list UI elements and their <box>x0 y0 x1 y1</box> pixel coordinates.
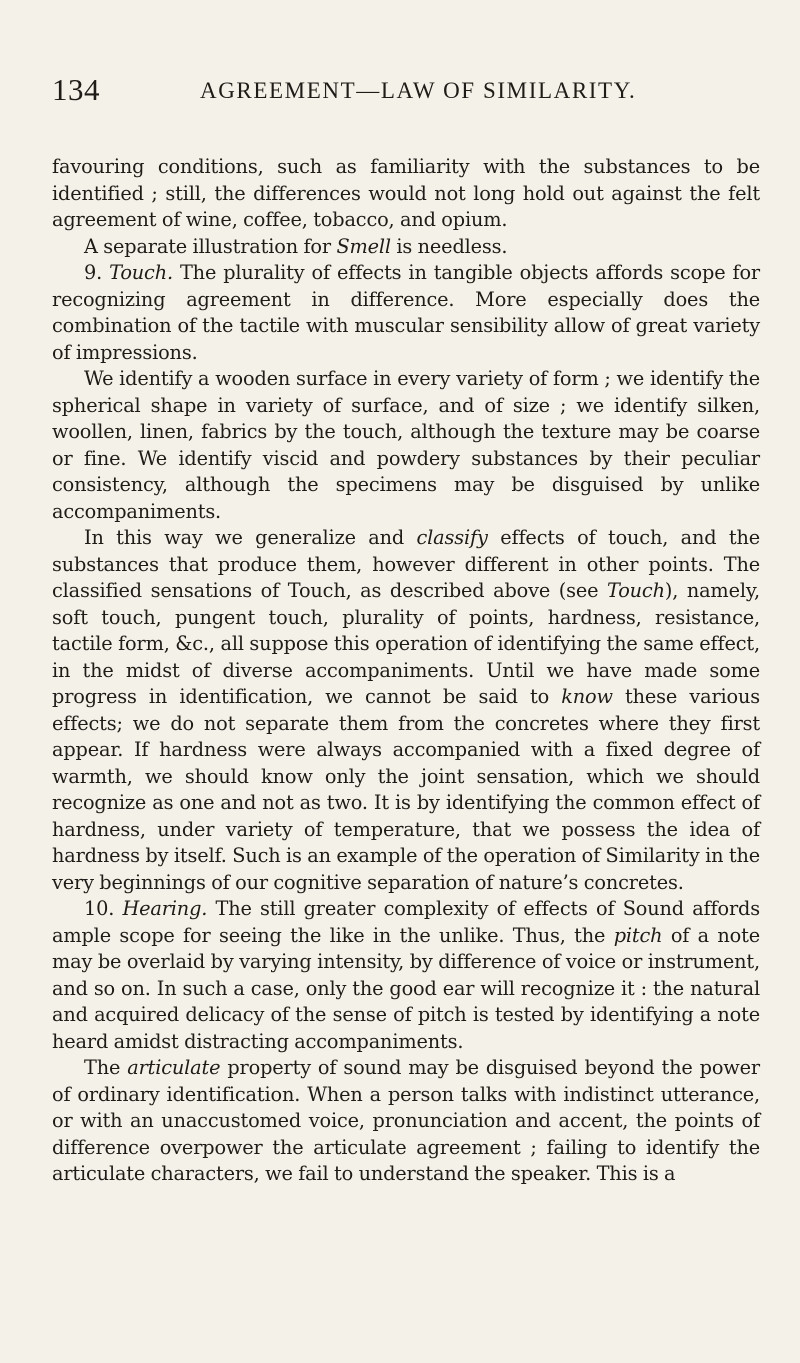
italic-run: know <box>561 685 613 708</box>
italic-run: classify <box>416 526 488 549</box>
text-run: The plurality of effects in tangible objects affords scope for recognizing agreement in difference. More especially does the combination of the tactile with muscular sensibility allow of great variety of impressions. <box>52 261 760 364</box>
italic-run: Touch <box>606 579 665 602</box>
paragraph-p6 <box>52 896 760 1055</box>
paragraph-p7 <box>52 1055 760 1188</box>
italic-run: Hearing. <box>122 897 208 920</box>
text-run: ), namely, soft touch, pungent touch, plurality of points, hardness, resistance, tactile form, &c., all suppose this operation of identifying the same effect, in the midst of diverse accompaniments. Until we have made some progress in identification, we cannot be said to <box>52 579 761 708</box>
text-run: is needless. <box>390 234 508 258</box>
italic-run: pitch <box>613 923 663 947</box>
text-run: In this way we generalize and <box>84 526 417 549</box>
text-run: The <box>84 1056 128 1079</box>
text-run: A separate illustration for <box>84 234 337 258</box>
paragraph-p2 <box>52 234 760 261</box>
paragraph-p3 <box>52 260 760 366</box>
italic-run: Smell <box>336 234 391 258</box>
text-run: property of sound may be disguised beyond the power of ordinary identification. When a person talks with indistinct utterance, or with an unaccustomed voice, pronunciation and accent, the points of difference overpower the articulate agreement ; failing to identify the articulate characters, we fail to understand the speaker. This is a <box>52 1056 760 1185</box>
body-text <box>52 154 760 1188</box>
paragraph-p1 <box>52 154 760 234</box>
text-run: We identify a wooden surface in every variety of form ; we identify the spherical shape in variety of surface, and of size ; we identify silken, woollen, linen, fabrics by the touch, although the texture may be coarse or fine. We identify viscid and powdery substances by their peculiar consistency, although the specimens may be disguised by unlike accompaniments. <box>52 367 760 523</box>
running-title: AGREEMENT—LAW OF SIMILARITY. <box>200 78 637 103</box>
paragraph-p5 <box>52 525 760 896</box>
text-run: these various effects; we do not separate them from the concretes where they first appear. If hardness were always accompanied with a fixed degree of warmth, we should know only the joint sensation, which we should recognize as one and not as two. It is by identifying the common effect of hardness, under variety of temperature, that we possess the idea of hardness by itself. Such is an example of the operation of Similarity in the very beginnings of our cognitive separation of nature’s concretes. <box>52 685 760 894</box>
text-run: 10. <box>84 897 123 920</box>
text-run: effects of touch, and the substances that produce them, however different in other points. The classified sensations of Touch, as described above (see <box>52 526 761 602</box>
running-head <box>52 72 760 112</box>
text-run: 9. <box>84 261 110 284</box>
italic-run: articulate <box>127 1056 221 1079</box>
italic-run: Touch. <box>109 261 173 284</box>
text-run: of a note may be overlaid by varying intensity, by difference of voice or instrument, and so on. In such a case, only the good ear will recognize it : the natural and acquired delicacy of the sense of pitch is tested by identifying a note heard amidst distracting accompaniments. <box>52 923 760 1053</box>
text-run: The still greater complexity of effects of Sound affords ample scope for seeing the like in the unlike. Thus, the <box>52 897 760 947</box>
text-run: favouring conditions, such as familiarity with the substances to be identified ; still, the differences would not long hold out against the felt agreement of wine, coffee, tobacco, and opium. <box>52 155 760 231</box>
page-number: 134 <box>52 72 100 107</box>
paragraph-p4 <box>52 366 760 525</box>
